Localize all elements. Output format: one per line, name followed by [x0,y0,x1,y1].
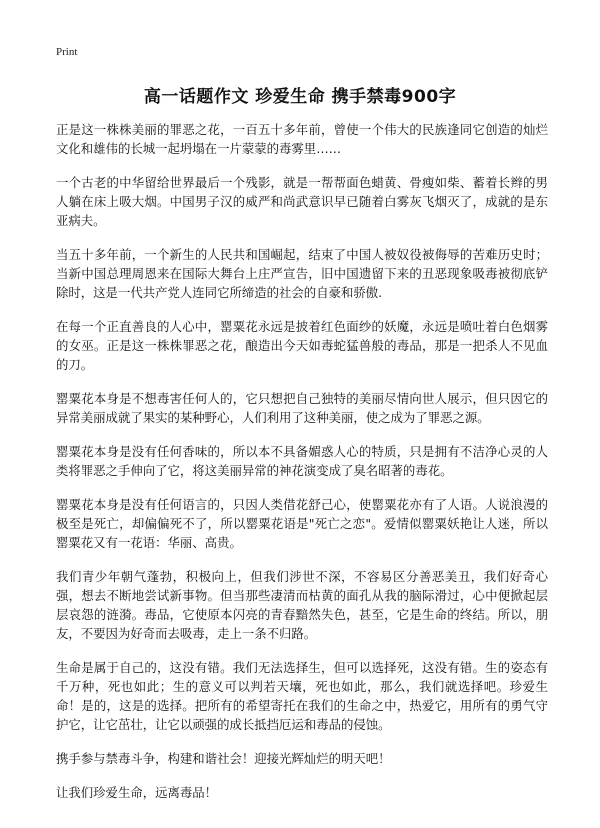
paragraph-2: 一个古老的中华留给世界最后一个残影，就是一帮帮面色蜡黄、骨瘦如柴、蓄着长辫的男人躺在床上吸大烟。中国男子汉的威严和尚武意识早已随着白雾灰飞烟灭了，成就的是东亚病夫。 [56,175,548,228]
paragraph-4: 在每一个正直善良的人心中，罂粟花永远是披着红色面纱的妖魔，永远是喷吐着白色烟雾的女巫。正是这一株株罪恶之花，酿造出今天如毒蛇猛兽般的毒品，那是一把杀人不见血的刀。 [56,319,548,372]
paragraph-9: 生命是属于自己的，这没有错。我们无法选择生，但可以选择死，这没有错。生的姿态有千万种，死也如此；生的意义可以判若天壤，死也如此，那么，我们就选择吧。珍爱生命！是的，这是的选择。把所有的希望寄托在我们的生命之中，热爱它，用所有的勇气守护它，让它茁壮，让它以顽强的成长抵挡厄运和毒品的侵蚀。 [56,660,548,732]
paragraph-10: 携手参与禁毒斗争，构建和谐社会！迎接光辉灿烂的明天吧！ [56,751,391,766]
article-body [56,120,548,817]
paragraph-5: 罂粟花本身是不想毒害任何人的，它只想把自己独特的美丽尽情向世人展示，但只因它的异常美丽成就了果实的某种野心，人们利用了这种美丽，使之成为了罪恶之源。 [56,391,548,425]
page-title: 高一话题作文 珍爱生命 携手禁毒900字 [143,87,457,107]
paragraph-3: 当五十多年前，一个新生的人民共和国崛起，结束了中国人被奴役被侮辱的苦难历史时；当新中国总理周恩来在国际大舞台上庄严宣告，旧中国遗留下来的丑恶现象吸毒被彻底铲除时，这是一代共产党人连同它所缔造的社会的自豪和骄傲. [56,247,548,300]
print-link[interactable]: Print [56,46,78,58]
paragraph-11: 让我们珍爱生命，远离毒品！ [56,785,218,800]
paragraph-1: 正是这一株株美丽的罪恶之花，一百五十多年前，曾使一个伟大的民族逢同它创造的灿烂文化和雄伟的长城一起坍塌在一片蒙蒙的毒雾里…… [56,122,548,156]
paragraph-6: 罂粟花本身是没有任何香味的，所以本不具备媚惑人心的特质，只是拥有不洁净心灵的人类将罪恶之手伸向了它，将这美丽异常的神花演变成了臭名昭著的毒花。 [56,444,548,478]
paragraph-7: 罂粟花本身是没有任何语言的，只因人类借花舒己心，使罂粟花亦有了人语。人说浪漫的极至是死亡，却偏偏死不了，所以罂粟花语是"死亡之恋"。爱情似罂粟妖艳让人迷，所以罂粟花又有一花语：华丽、高贵。 [56,497,548,550]
paragraph-8: 我们青少年朝气蓬勃，积极向上，但我们涉世不深，不容易区分善恶美丑，我们好奇心强，想去不断地尝试新事物。但当那些凄清而枯黄的面孔从我的脑际滑过，心中便掀起层层哀怨的涟漪。毒品，它使原本闪亮的青春黯然失色，甚至，它是生命的终结。所以，朋友，不要因为好奇而去吸毒，走上一条不归路。 [56,569,548,641]
